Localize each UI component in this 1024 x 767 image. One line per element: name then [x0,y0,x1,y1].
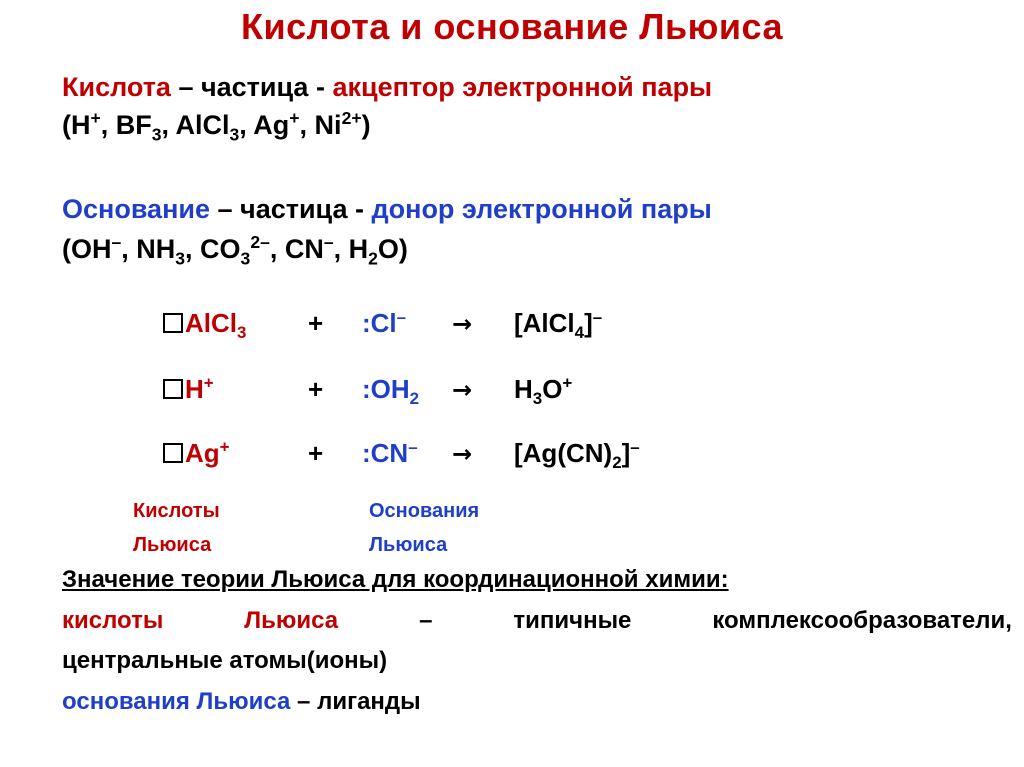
significance-heading: Значение теории Льюиса для координационной химии: [62,566,729,593]
reaction-product: $[Ag(CN)_2]^-$ [514,437,640,473]
acid-ex-close: ) [361,110,371,140]
acid-ex-alcl3: , AlCl [161,110,230,140]
reaction-row [163,308,247,343]
significance-acids-line [62,607,1012,635]
reaction-product: $H_3O^+$ [514,373,573,409]
acid-ex-ag-charge: + [289,108,300,128]
acid-ex-h: (H [62,110,91,140]
checkbox-icon [163,379,183,399]
base-ex-oh-charge: – [111,232,122,252]
reaction-row [163,374,214,405]
acid-ex-ni: , Ni [299,110,342,140]
acid-ex-ni-charge: 2+ [341,108,362,128]
reaction-acid: Ag+ [185,437,230,468]
word: Льюиса [244,607,339,634]
reaction-row [163,438,230,469]
base-ex-oh: (OH [62,234,112,264]
reaction-arrow-icon: → [452,376,473,404]
acid-ex-bf3-sub: 3 [151,124,162,145]
base-ex-h2o-sub: 2 [368,248,378,269]
checkbox-icon [163,313,183,333]
significance-acids-line-2: центральные атомы(ионы) [62,647,388,674]
slide-title: Кислота и основание Льюиса [241,6,783,47]
base-ex-nh3-sub: 3 [175,248,186,269]
acid-term: Кислота [62,72,171,102]
acid-definition [62,72,712,103]
base-ex-nh3: , NH [121,234,176,264]
dash: – [419,607,433,634]
reaction-acid: AlCl$_3$ [185,308,247,343]
acids-label-2: Льюиса [133,534,212,556]
base-ex-co3-charge: 2– [250,232,270,252]
reaction-acid: H+ [185,373,214,404]
acid-def-mid: – частица - [170,72,333,102]
reaction-arrow-icon: → [452,310,473,338]
checkbox-icon [163,443,183,463]
base-ex-co3-sub: 3 [240,248,251,269]
significance-bases-line [62,688,421,716]
base-ex-co3: , CO [185,234,241,264]
bases-term: основания Льюиса [62,688,291,715]
bases-label-2: Льюиса [369,534,448,556]
acids-label: Кислоты [133,500,220,522]
reaction-base: :Cl– [362,307,407,338]
base-ex-cn: , CN [269,234,324,264]
acid-examples [62,108,371,145]
base-examples [62,232,408,269]
base-ex-cn-charge: – [323,232,334,252]
base-def-desc: донор электронной пары [371,194,712,224]
reaction-base: $:OH_2$ [362,374,420,409]
word: типичные [513,607,632,634]
base-def-mid: – частица - [210,194,372,224]
reaction-base: :CN– [362,437,418,468]
reaction-plus: + [308,374,324,404]
acid-def-desc: акцептор электронной пары [332,72,713,102]
reaction-product: [AlCl$_4$]– [514,307,603,343]
acid-ex-bf3: , BF [100,110,152,140]
base-term: Основание [62,194,210,224]
reaction-arrow-icon: → [452,440,473,468]
base-ex-h2o-end: O) [377,234,408,264]
word: кислоты [62,607,164,634]
reaction-plus: + [308,308,324,338]
acid-ex-ag: , Ag [239,110,290,140]
base-definition [62,194,712,225]
word: комплексообразователи, [712,607,1012,634]
acid-ex-h-charge: + [90,108,101,128]
bases-label: Основания [369,500,480,522]
base-ex-h2o: , H [333,234,369,264]
reaction-plus: + [308,438,324,468]
acid-ex-alcl3-sub: 3 [229,124,240,145]
bases-rest: – лиганды [290,688,421,715]
